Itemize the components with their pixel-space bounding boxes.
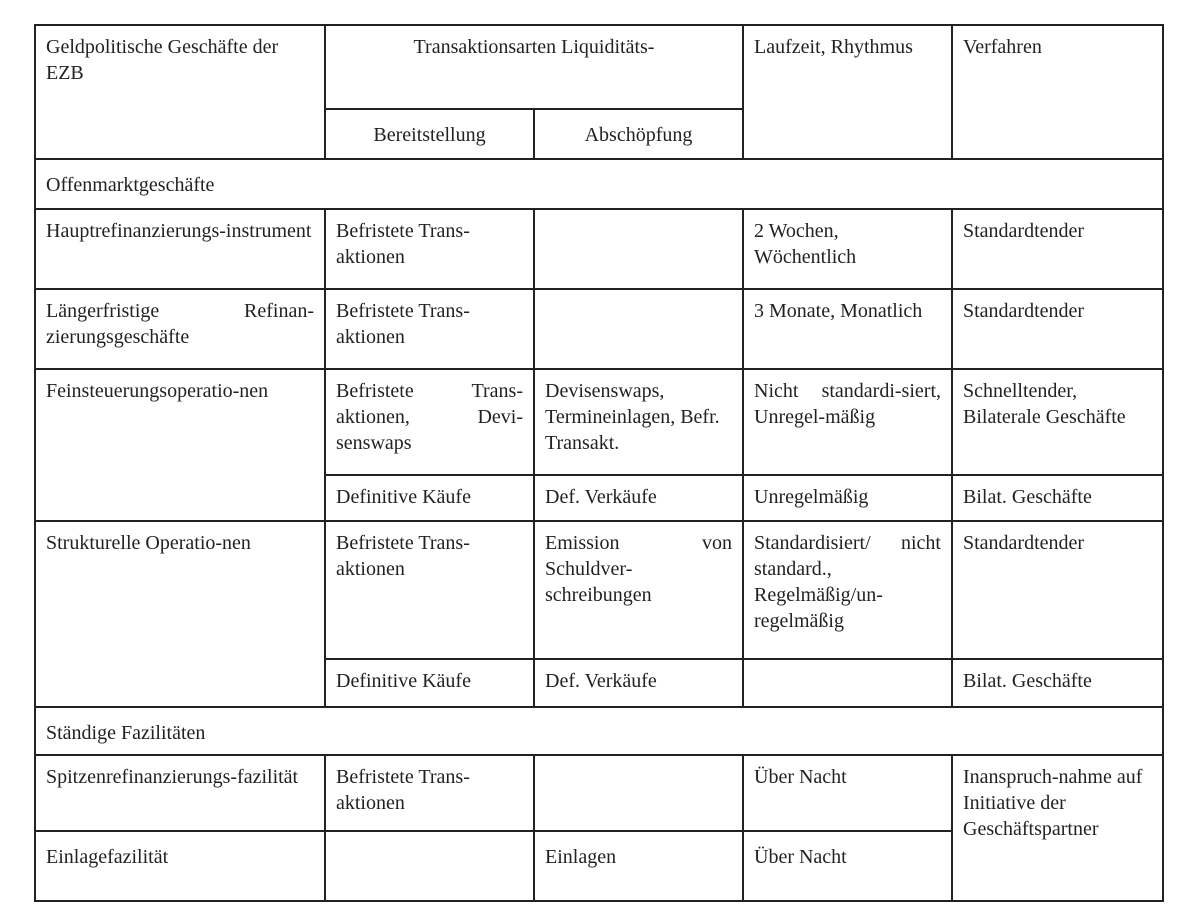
ezb-operations-table — [34, 24, 1164, 902]
table-cell: Spitzenrefinanzierungs-fazilität — [35, 755, 325, 831]
table-cell: Devisenswaps, Termineinlagen, Befr. Transakt. — [534, 369, 743, 475]
table-row — [35, 755, 1163, 831]
table-cell: Einlagen — [534, 831, 743, 901]
table-cell — [534, 209, 743, 289]
table-cell: Befristete Trans-aktionen — [325, 755, 534, 831]
section-title: Offenmarktgeschäfte — [35, 159, 1163, 209]
header-cell: Bereitstellung — [325, 109, 534, 159]
table-cell: Def. Verkäufe — [534, 659, 743, 707]
table-cell: Bilat. Geschäfte — [952, 475, 1163, 521]
table-cell: Befristete Trans-aktionen — [325, 289, 534, 369]
table-cell: Standardtender — [952, 289, 1163, 369]
table-cell: Befristete Trans-aktionen — [325, 521, 534, 659]
table-cell — [534, 755, 743, 831]
table-header-row — [35, 25, 1163, 109]
header-cell: Transaktionsarten Liquiditäts- — [325, 25, 743, 109]
section-title: Ständige Fazilitäten — [35, 707, 1163, 755]
table-cell: Unregelmäßig — [743, 475, 952, 521]
table-cell: Definitive Käufe — [325, 475, 534, 521]
table-cell: Nicht standardi-siert, Unregel-mäßig — [743, 369, 952, 475]
table-cell: Hauptrefinanzierungs-instrument — [35, 209, 325, 289]
table-cell: Über Nacht — [743, 755, 952, 831]
table-cell: Einlagefazilität — [35, 831, 325, 901]
section-row — [35, 707, 1163, 755]
table-cell: Standardtender — [952, 521, 1163, 659]
table-cell: Längerfristige Refinan-zierungsgeschäfte — [35, 289, 325, 369]
table-cell: Schnelltender, Bilaterale Geschäfte — [952, 369, 1163, 475]
table-cell: Befristete Trans-aktionen — [325, 209, 534, 289]
table-row — [35, 521, 1163, 659]
header-cell: Laufzeit, Rhythmus — [743, 25, 952, 159]
table-row — [35, 289, 1163, 369]
table-cell: Def. Verkäufe — [534, 475, 743, 521]
table-cell: Inanspruch-nahme auf Initiative der Geschäftspartner — [952, 755, 1163, 901]
table-cell — [743, 659, 952, 707]
table-cell: 3 Monate, Monatlich — [743, 289, 952, 369]
table-cell — [534, 289, 743, 369]
table-row — [35, 209, 1163, 289]
table-cell: Definitive Käufe — [325, 659, 534, 707]
header-cell: Abschöpfung — [534, 109, 743, 159]
table-cell: Befristete Trans-aktionen, Devi-senswaps — [325, 369, 534, 475]
table-cell: 2 Wochen, Wöchentlich — [743, 209, 952, 289]
header-cell: Geldpolitische Geschäfte der EZB — [35, 25, 325, 159]
table-cell: Feinsteuerungsoperatio-nen — [35, 369, 325, 521]
table-cell: Standardtender — [952, 209, 1163, 289]
table-cell: Standardisiert/ nicht standard., Regelmäßig/un-regelmäßig — [743, 521, 952, 659]
table-cell: Über Nacht — [743, 831, 952, 901]
table-row — [35, 369, 1163, 475]
table-cell: Emission von Schuldver-schreibungen — [534, 521, 743, 659]
table-cell — [325, 831, 534, 901]
table-cell: Bilat. Geschäfte — [952, 659, 1163, 707]
header-cell: Verfahren — [952, 25, 1163, 159]
table-cell: Strukturelle Operatio-nen — [35, 521, 325, 707]
section-row — [35, 159, 1163, 209]
